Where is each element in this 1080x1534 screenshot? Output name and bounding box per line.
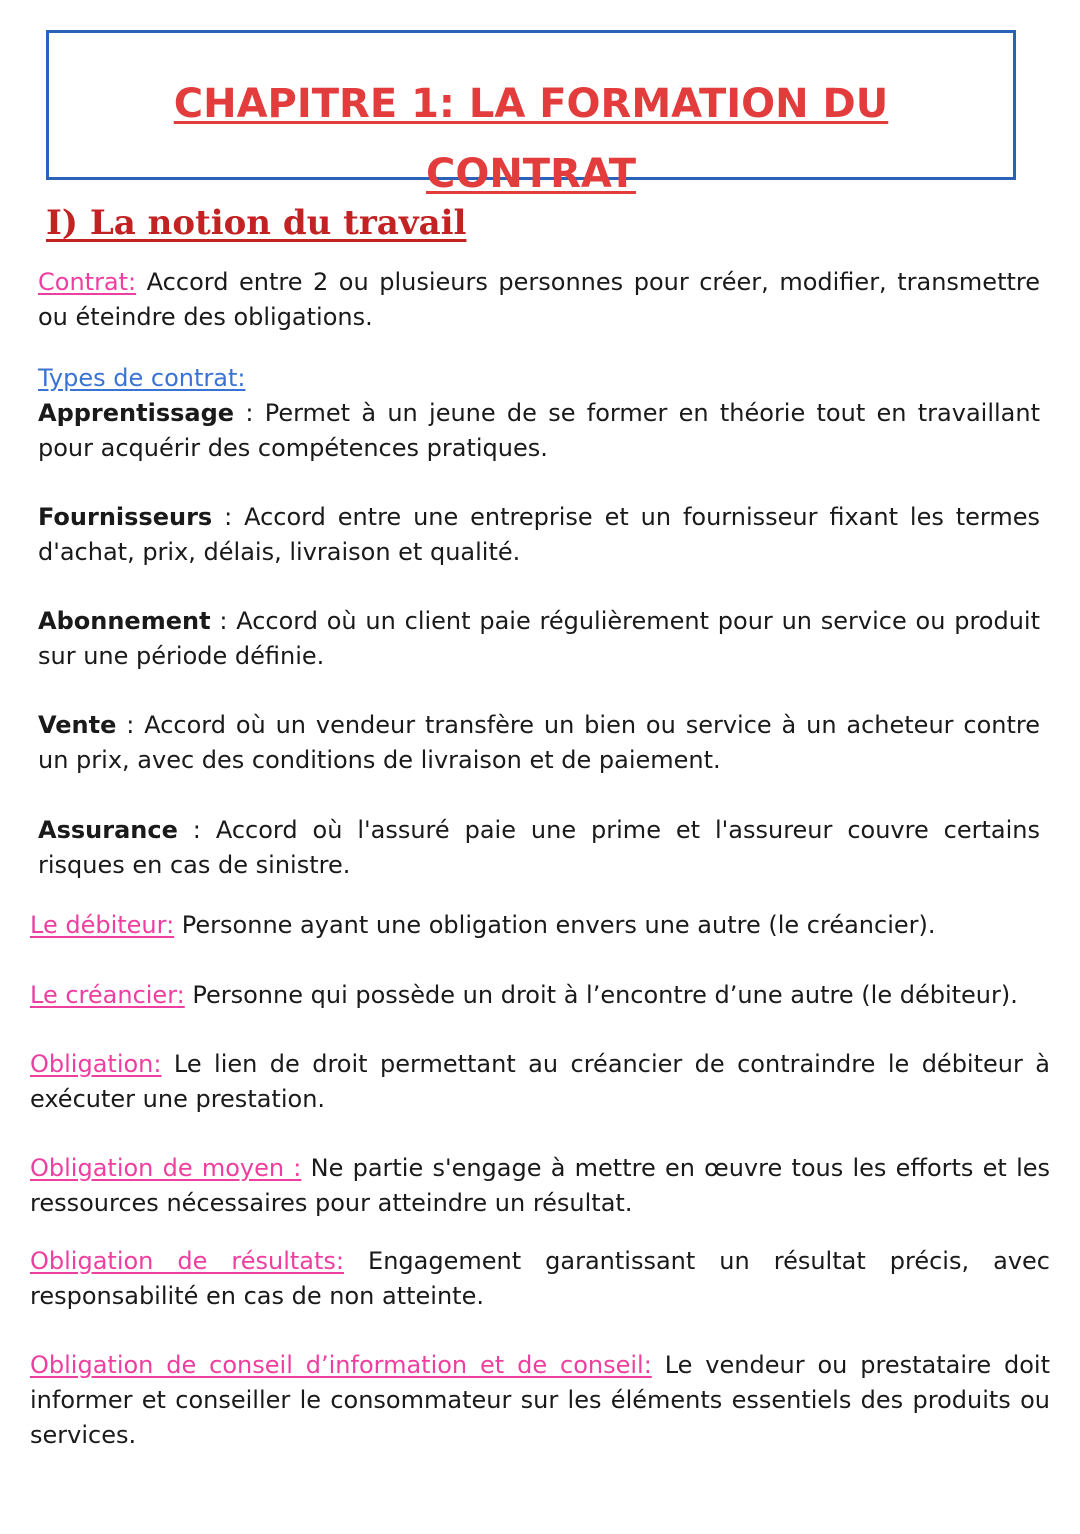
contract-type-assurance bbox=[38, 813, 1040, 883]
definition-obligation-moyen bbox=[30, 1151, 1050, 1221]
chapter-title-line-2: CONTRAT bbox=[425, 151, 637, 197]
definition-text: Le lien de droit permettant au créancier de contraindre le débiteur à exécuter une prestation. bbox=[30, 1050, 1050, 1113]
definition-obligation bbox=[30, 1047, 1050, 1117]
definition-text: Personne qui possède un droit à l’encontre d’une autre (le débiteur). bbox=[184, 981, 1018, 1009]
definition-term: Obligation: bbox=[30, 1050, 162, 1078]
definition-term: Obligation de moyen : bbox=[30, 1154, 302, 1182]
definition-text: Accord entre 2 ou plusieurs personnes pour créer, modifier, transmettre ou éteindre des obligations. bbox=[38, 268, 1040, 331]
chapter-title-line-1: CHAPITRE 1: LA FORMATION DU bbox=[173, 81, 889, 127]
definition-term: Obligation de conseil d’information et de conseil: bbox=[30, 1351, 652, 1379]
types-heading-label: Types de contrat: bbox=[38, 364, 246, 392]
definition-term: Obligation de résultats: bbox=[30, 1247, 345, 1275]
chapter-title-box bbox=[46, 30, 1016, 197]
types-heading bbox=[38, 361, 1040, 396]
definition-debiteur bbox=[30, 908, 1050, 943]
contract-type-text: : Accord entre une entreprise et un fournisseur fixant les termes d'achat, prix, délais, livraison et qualité. bbox=[38, 503, 1040, 566]
definition-text: Le vendeur ou prestataire doit informer et conseiller le consommateur sur les éléments essentiels des produits ou services. bbox=[30, 1351, 1050, 1449]
contract-type-term: Vente bbox=[38, 711, 117, 739]
definition-text: Ne partie s'engage à mettre en œuvre tous les efforts et les ressources nécessaires pour atteindre un résultat. bbox=[30, 1154, 1051, 1217]
contract-type-text: : Accord où un client paie régulièrement pour un service ou produit sur une période définie. bbox=[38, 607, 1040, 670]
contract-type-term: Apprentissage bbox=[38, 399, 235, 427]
contract-type-fournisseurs bbox=[38, 500, 1040, 570]
contract-type-term: Abonnement bbox=[38, 607, 211, 635]
definition-obligation-conseil bbox=[30, 1348, 1050, 1453]
contract-type-vente bbox=[38, 708, 1040, 778]
contract-type-apprentissage bbox=[38, 396, 1040, 466]
contract-type-text: : Accord où l'assuré paie une prime et l'assureur couvre certains risques en cas de sinistre. bbox=[38, 816, 1040, 879]
contract-type-term: Assurance bbox=[38, 816, 178, 844]
definition-term: Le créancier: bbox=[30, 981, 185, 1009]
section-heading: I) La notion du travail bbox=[46, 203, 467, 243]
definition-contrat bbox=[38, 265, 1040, 335]
contract-type-term: Fournisseurs bbox=[38, 503, 213, 531]
contract-type-abonnement bbox=[38, 604, 1040, 674]
contract-type-text: : Permet à un jeune de se former en théorie tout en travaillant pour acquérir des compétences pratiques. bbox=[38, 399, 1040, 462]
definition-text: Engagement garantissant un résultat précis, avec responsabilité en cas de non atteinte. bbox=[30, 1247, 1050, 1310]
definition-obligation-resultats bbox=[30, 1244, 1050, 1314]
definition-term: Contrat: bbox=[38, 268, 137, 296]
definition-creancier bbox=[30, 978, 1050, 1013]
contract-type-text: : Accord où un vendeur transfère un bien ou service à un acheteur contre un prix, avec des conditions de livraison et de paiement. bbox=[38, 711, 1040, 774]
definition-text: Personne ayant une obligation envers une autre (le créancier). bbox=[174, 911, 936, 939]
definition-term: Le débiteur: bbox=[30, 911, 175, 939]
